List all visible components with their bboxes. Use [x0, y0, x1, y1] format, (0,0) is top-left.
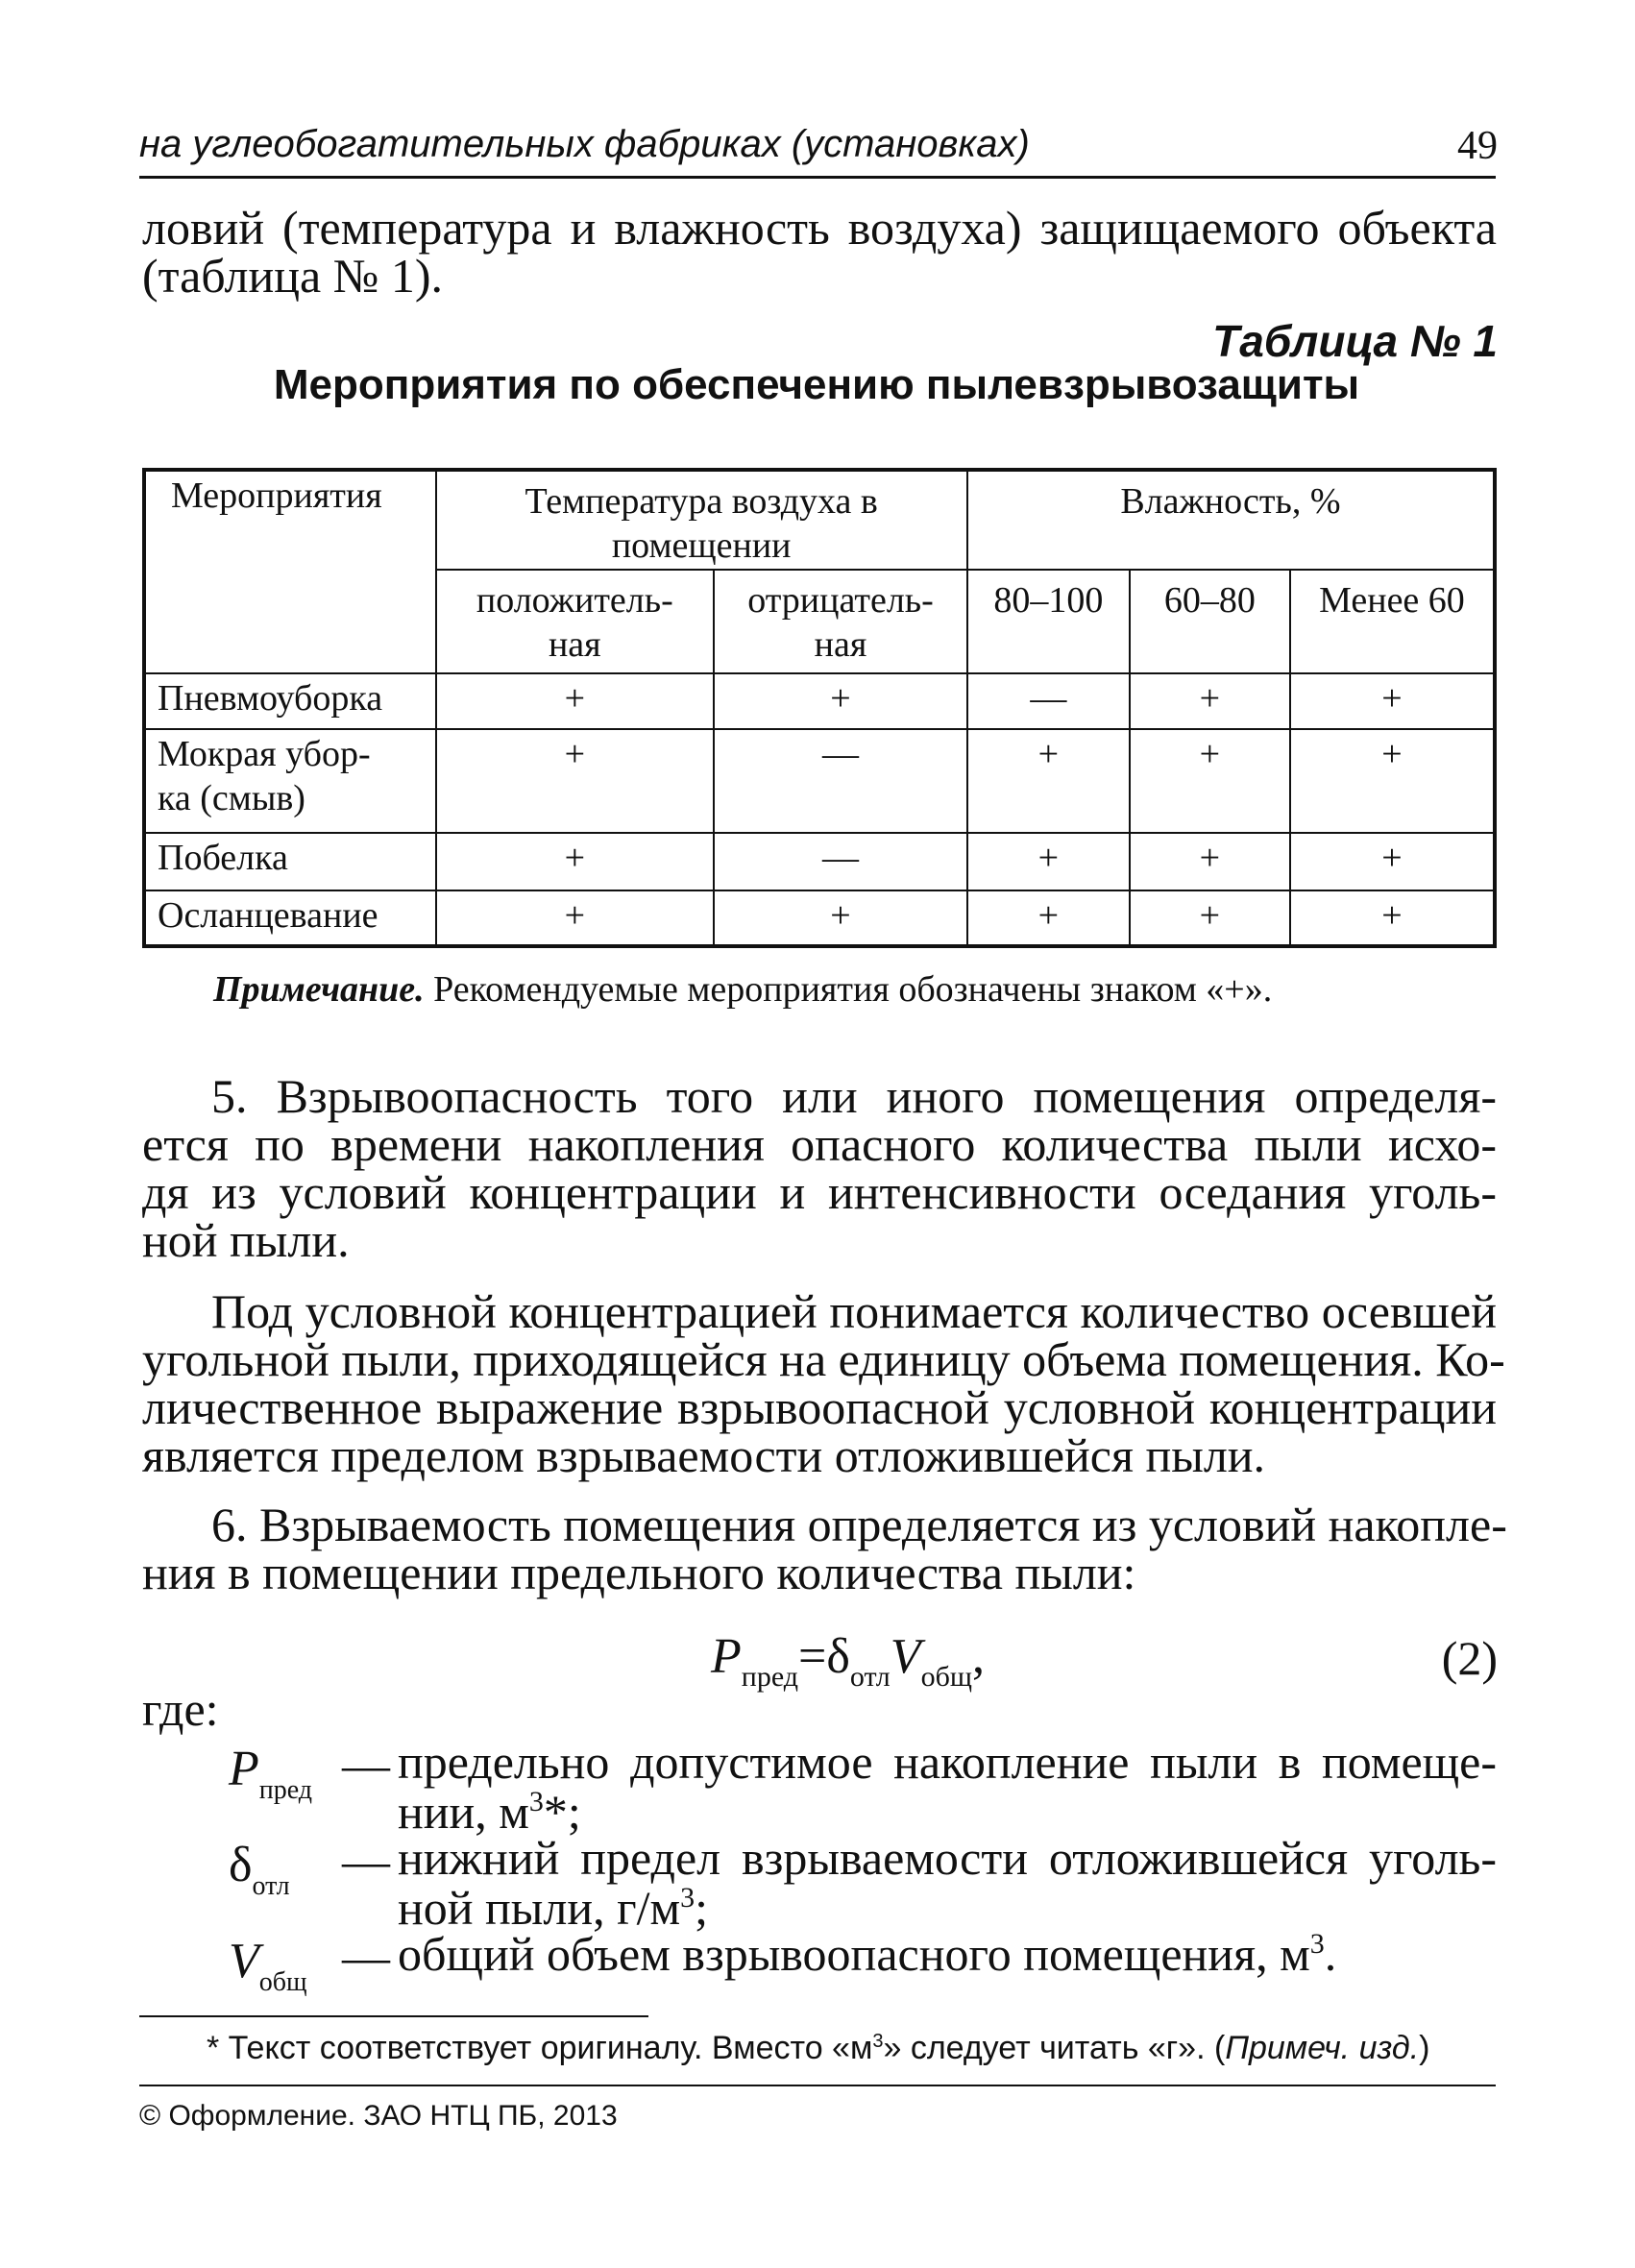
intro-paragraph	[142, 201, 1497, 303]
table-row	[144, 673, 1495, 729]
table-cell: +	[967, 890, 1130, 946]
table-cell: —	[967, 673, 1130, 729]
table-cell: +	[967, 729, 1130, 833]
definition-delta	[229, 1837, 290, 1902]
footnote-rule	[139, 2015, 648, 2017]
text-line: ния в помещении предельного количества пыли:	[142, 1546, 1136, 1599]
table-cell: —	[714, 833, 967, 890]
text-line: общий объем взрывоопасного помещения, м	[398, 1927, 1310, 1981]
text-line: угольной пыли, приходящейся на единицу объема помещения. Ко-	[142, 1332, 1505, 1386]
header-h1: 80–100	[967, 570, 1130, 673]
paragraph-concentration	[142, 1284, 1505, 1482]
text-line: ной пыли, $г/м^3$;	[398, 1881, 709, 1935]
formula	[711, 1628, 985, 1694]
header-measures: Мероприятия	[144, 470, 436, 673]
superscript: 3	[1309, 1928, 1325, 1960]
def-dash: —	[342, 1738, 390, 1792]
formula-eq-delta: =δ	[798, 1629, 850, 1684]
table-row	[144, 833, 1495, 890]
copyright-rule	[139, 2085, 1496, 2086]
header-negative: отрицатель- ная	[714, 570, 967, 673]
text-line: ется по времени накопления опасного количества пыли исхо-	[142, 1117, 1497, 1171]
row-name: Пневмоуборка	[144, 673, 436, 729]
where-label: где:	[142, 1682, 219, 1736]
text-line: 6. Взрываемость помещения определяется из условий накопле-	[211, 1498, 1507, 1551]
text-tail: .	[1324, 1927, 1337, 1981]
text-line: личественное выражение взрывоопасной условной концентрации	[142, 1380, 1497, 1434]
header-temperature: Температура воздуха в помещении	[436, 470, 967, 570]
note-label: Примечание.	[213, 969, 425, 1010]
table-cell: +	[714, 673, 967, 729]
def-text	[398, 1833, 1497, 1933]
formula-p-sub: пред	[741, 1661, 799, 1693]
formula-tail: ,	[971, 1629, 985, 1684]
def-dash: —	[342, 1930, 390, 1984]
table-label: Таблица № 1	[1212, 316, 1498, 366]
header-rule	[139, 176, 1496, 179]
table-row	[144, 890, 1495, 946]
text-line: (таблица № 1).	[142, 249, 444, 303]
definition-p	[229, 1741, 312, 1806]
def-symbol: $\delta_{отл}$	[229, 1838, 290, 1901]
note-text: Рекомендуемые мероприятия обозначены знаком «+».	[424, 969, 1273, 1010]
table-cell: +	[436, 729, 715, 833]
row-name: Мокрая убор- ка (смыв)	[144, 729, 436, 833]
header-h3: Менее 60	[1290, 570, 1495, 673]
def-text	[398, 1929, 1497, 1979]
paragraph-6	[142, 1498, 1507, 1599]
text-line: Под условной концентрацией понимается количество осевшей	[211, 1284, 1497, 1338]
text-line: дя из условий концентрации и интенсивности оседания уголь-	[142, 1165, 1497, 1219]
measures-table	[142, 468, 1497, 948]
table-cell: +	[1130, 673, 1290, 729]
copyright: © Оформление. ЗАО НТЦ ПБ, 2013	[139, 2100, 618, 2132]
formula-delta-sub: отл	[849, 1661, 891, 1693]
def-text	[398, 1737, 1497, 1837]
table-title: Мероприятия по обеспечению пылевзрывозащиты	[273, 361, 1360, 408]
table-cell: +	[1130, 729, 1290, 833]
formula-v-sub: общ	[920, 1661, 972, 1693]
running-header: на углеобогатительных фабриках (установках)	[139, 123, 1030, 165]
text-line: является пределом взрываемости отложившейся пыли.	[142, 1428, 1266, 1482]
table-cell: +	[1290, 729, 1495, 833]
table-cell: +	[1290, 890, 1495, 946]
table-note	[213, 968, 1272, 1011]
table-cell: +	[1290, 673, 1495, 729]
table-cell: +	[436, 890, 715, 946]
table-cell: +	[1130, 890, 1290, 946]
formula-p: P	[711, 1629, 742, 1684]
text-line: ной пыли.	[142, 1213, 350, 1267]
text-line: нии, $м^3*$;	[398, 1785, 581, 1839]
def-dash: —	[342, 1834, 390, 1888]
table-cell: +	[714, 890, 967, 946]
table-cell: +	[436, 833, 715, 890]
formula-v: V	[890, 1629, 921, 1684]
def-symbol: $V_{общ}$	[229, 1934, 307, 1997]
header-positive: положитель- ная	[436, 570, 715, 673]
header-h2: 60–80	[1130, 570, 1290, 673]
text-line: нижний предел взрываемости отложившейся уголь-	[398, 1831, 1497, 1885]
paragraph-5	[142, 1069, 1497, 1267]
table-cell: —	[714, 729, 967, 833]
definition-v	[229, 1933, 307, 1998]
text-line: 5. Взрывоопасность того или иного помещения определя-	[211, 1069, 1497, 1123]
footnote: * Текст соответствует оригиналу. Вместо «$м^3$» следует читать «г». (Примеч. изд.)	[207, 2030, 1430, 2066]
table-cell: +	[967, 833, 1130, 890]
row-name: Побелка	[144, 833, 436, 890]
text-line: ловий (температура и влажность воздуха) защищаемого объекта	[142, 201, 1497, 255]
header-humidity: Влажность, %	[967, 470, 1495, 570]
table-cell: +	[1130, 833, 1290, 890]
text-line: предельно допустимое накопление пыли в помеще-	[398, 1735, 1497, 1789]
row-name: Осланцевание	[144, 890, 436, 946]
table-cell: +	[1290, 833, 1495, 890]
page-number: 49	[1457, 124, 1498, 168]
equation-number: (2)	[1441, 1631, 1498, 1685]
def-symbol: $P_{пред}$	[229, 1742, 313, 1805]
table-row	[144, 729, 1495, 833]
table-cell: +	[436, 673, 715, 729]
table-header-row	[144, 470, 1495, 570]
